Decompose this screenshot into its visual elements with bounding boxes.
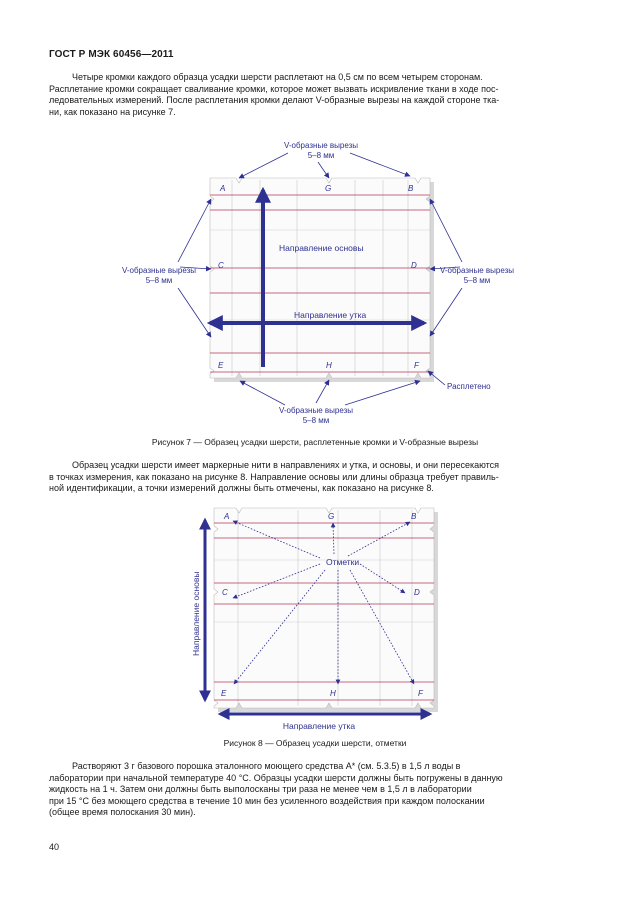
paragraph-2: [49, 460, 586, 495]
point-label-h: H: [326, 361, 332, 370]
figure-8-caption: Рисунок 8 — Образец усадки шерсти, отметки: [223, 738, 407, 748]
paragraph-3-line: лаборатории при начальной температуре 40 °С. Образцы усадки шерсти должны быть погружены в данную: [49, 772, 503, 783]
v-cuts-bottom-label: V-образные вырезы: [278, 406, 354, 415]
paragraph-2-line: Образец усадки шерсти имеет маркерные нити в направлениях и утка, и основы, и они пересекаются: [72, 460, 500, 470]
paragraph-3-line: (общее время полоскания 30 мин).: [49, 807, 196, 817]
paragraph-3-line: жидкость на 1 ч. Затем они должны быть выполосканы три раза не менее чем в 1,5 л в лаборатории: [49, 784, 472, 794]
warp-direction-label: Направление основы: [191, 571, 201, 656]
frayed-label: Расплетено: [447, 382, 491, 391]
point-label-c: C: [218, 261, 224, 270]
paragraph-2-line: в точках измерения, как показано на рисунке 8. Направление основы или длины образца требует правиль-: [49, 471, 499, 482]
weft-direction-label: Направление утка: [294, 310, 367, 320]
v-cuts-right-label: V-образные вырезы: [439, 266, 515, 275]
document-header: ГОСТ Р МЭК 60456—2011: [49, 49, 174, 60]
point-label-a: A: [224, 512, 230, 521]
v-cuts-top-size: 5–8 мм: [307, 151, 335, 160]
paragraph-1-line: ни, как показано на рисунке 7.: [49, 106, 176, 117]
point-label-b: B: [411, 512, 417, 521]
point-label-d: D: [411, 261, 417, 270]
point-label-e: E: [218, 361, 224, 370]
paragraph-1-line: Расплетание кромки сокращает сваливание кромки, которое может вызвать искривление ткани в ходе пос-: [49, 83, 499, 94]
point-label-d: D: [414, 588, 420, 597]
v-cuts-top-label: V-образные вырезы: [283, 141, 359, 150]
point-label-f: F: [414, 361, 419, 370]
figure-8: [0, 500, 630, 740]
v-cuts-left-label: V-образные вырезы: [121, 266, 197, 275]
point-label-f: F: [418, 689, 423, 698]
marks-label: Отметки: [326, 557, 360, 567]
figure-7-caption: Рисунок 7 — Образец усадки шерсти, расплетенные кромки и V-образные вырезы: [151, 437, 479, 447]
point-label-a: A: [220, 184, 226, 193]
point-label-h: H: [330, 689, 336, 698]
paragraph-3-line: при 15 °С без моющего средства в течение 10 мин без усиленного воздействия при каждом полоскании: [49, 795, 485, 806]
paragraph-2-line: ной идентификации, а точки измерений должны быть отмечены, как показано на рисунке 8.: [49, 483, 434, 493]
paragraph-3-line: Растворяют 3 г базового порошка эталонного моющего средства A* (см. 5.3.5) в 1,5 л воды в: [72, 761, 461, 771]
warp-direction-label: Направление основы: [279, 243, 364, 253]
point-label-g: G: [325, 184, 332, 193]
point-label-b: B: [408, 184, 414, 193]
v-cuts-right-size: 5–8 мм: [463, 276, 491, 285]
v-cuts-left-size: 5–8 мм: [145, 276, 173, 285]
paragraph-3: [49, 761, 586, 819]
weft-direction-label: Направление утка: [282, 721, 356, 731]
page-number: 40: [49, 842, 60, 852]
point-label-g: G: [328, 512, 335, 521]
point-label-e: E: [221, 689, 227, 698]
paragraph-1-line: Четыре кромки каждого образца усадки шерсти расплетают на 0,5 см по всем четырем сторонам.: [72, 72, 483, 82]
paragraph-1-line: ледовательных измерений. После расплетания кромки делают V-образные вырезы на каждой стороне тка-: [49, 95, 500, 105]
figure-7: [0, 130, 630, 430]
fabric-sample: [210, 178, 430, 378]
point-label-c: C: [222, 588, 228, 597]
v-cuts-bottom-size: 5–8 мм: [302, 416, 330, 425]
paragraph-1: [49, 72, 586, 118]
